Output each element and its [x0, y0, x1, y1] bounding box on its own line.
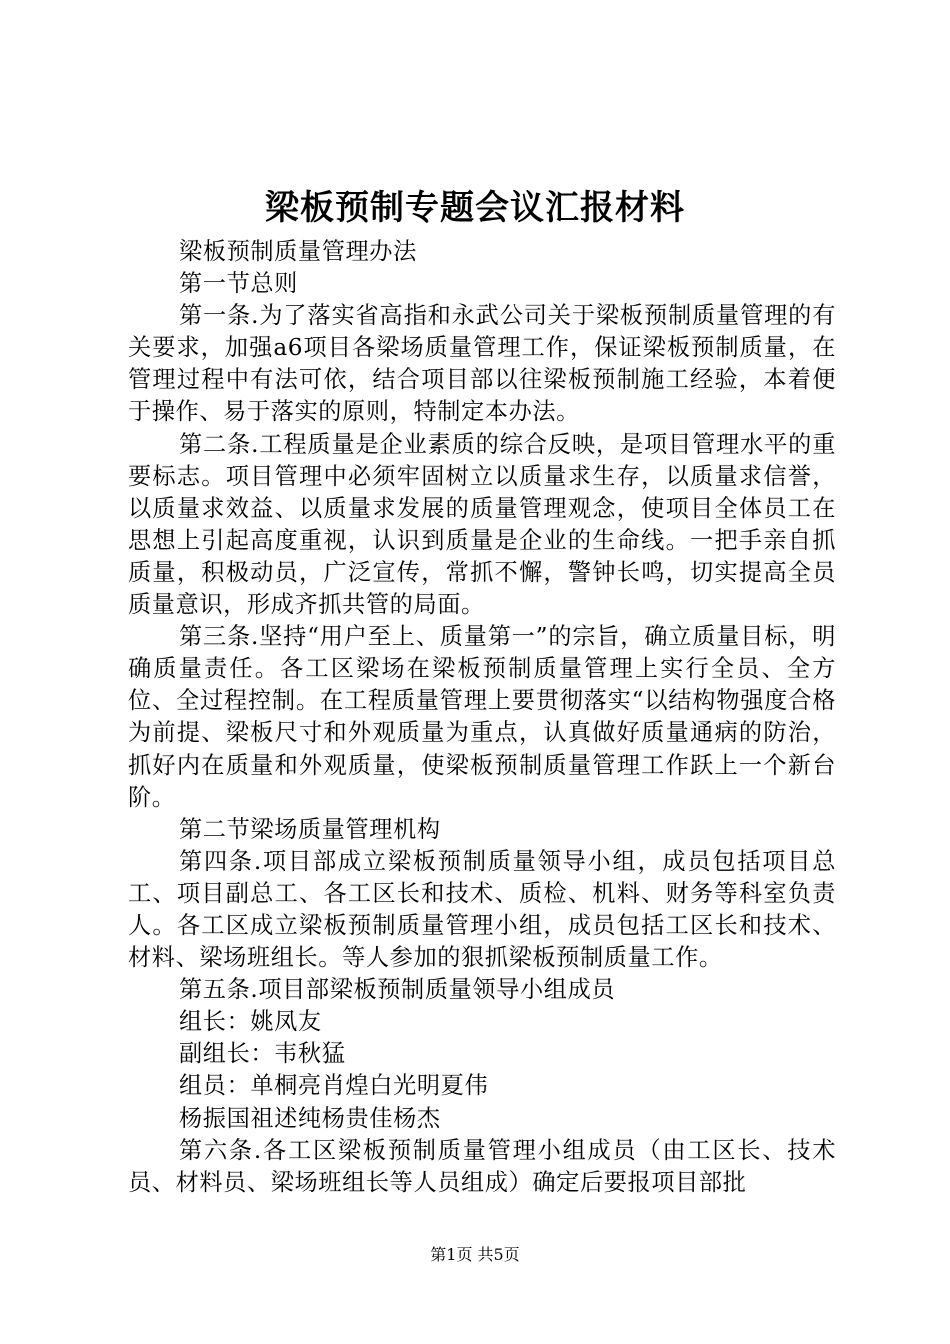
page-footer: 第1页 共5页	[430, 1245, 520, 1264]
paragraph: 第二条.工程质量是企业素质的综合反映，是项目管理水平的重要标志。项目管理中必须牢固树立以质量求生存，以质量求信誉，以质量求效益、以质量求发展的质量管理观念，使项目全体员工在思想上引起高度重视，认识到质量是企业的生命线。一把手亲自抓质量，积极动员，广泛宣传，常抓不懈，警钟长鸣，切实提高全员质量意识，形成齐抓共管的局面。	[128, 430, 836, 619]
paragraph: 副组长：韦秋猛	[179, 1040, 346, 1068]
paragraph: 杨振国祖述纯杨贵佳杨杰	[179, 1104, 441, 1132]
paragraph: 梁板预制质量管理办法	[179, 238, 417, 265]
paragraph: 第四条.项目部成立梁板预制质量领导小组，成员包括项目总工、项目副总工、各工区长和技术、质检、机料、财务等科室负责人。各工区成立梁板预制质量管理小组，成员包括工区长和技术、材料、梁场班组长。等人参加的狠抓梁板预制质量工作。	[128, 847, 836, 972]
paragraph: 第五条.项目部梁板预制质量领导小组成员	[179, 976, 616, 1004]
document-body	[128, 236, 836, 1199]
paragraph: 第一条.为了落实省高指和永武公司关于梁板预制质量管理的有关要求，加强a6项目各梁场质量管理工作，保证梁板预制质量，在管理过程中有法可依，结合项目部以往梁板预制施工经验，本着便于操作、易于落实的原则，特制定本办法。	[128, 302, 836, 426]
paragraph: 组员：单桐亮肖煌白光明夏伟	[179, 1072, 489, 1100]
paragraph: 组长：姚凤友	[179, 1008, 322, 1036]
paragraph: 第六条.各工区梁板预制质量管理小组成员（由工区长、技术员、材料员、梁场班组长等人员组成）确定后要报项目部批	[128, 1136, 836, 1196]
paragraph: 第二节梁场质量管理机构	[179, 815, 441, 843]
document-title: 梁板预制专题会议汇报材料	[265, 188, 685, 228]
paragraph: 第三条.坚持“用户至上、质量第一”的宗旨，确立质量目标，明确质量责任。各工区梁场在梁板预制质量管理上实行全员、全方位、全过程控制。在工程质量管理上要贯彻落实“以结构物强度合格为前提、梁板尺寸和外观质量为重点，认真做好质量通病的防治，抓好内在质量和外观质量，使梁板预制质量管理工作跃上一个新台阶。	[128, 623, 836, 811]
paragraph: 第一节总则	[179, 270, 298, 298]
